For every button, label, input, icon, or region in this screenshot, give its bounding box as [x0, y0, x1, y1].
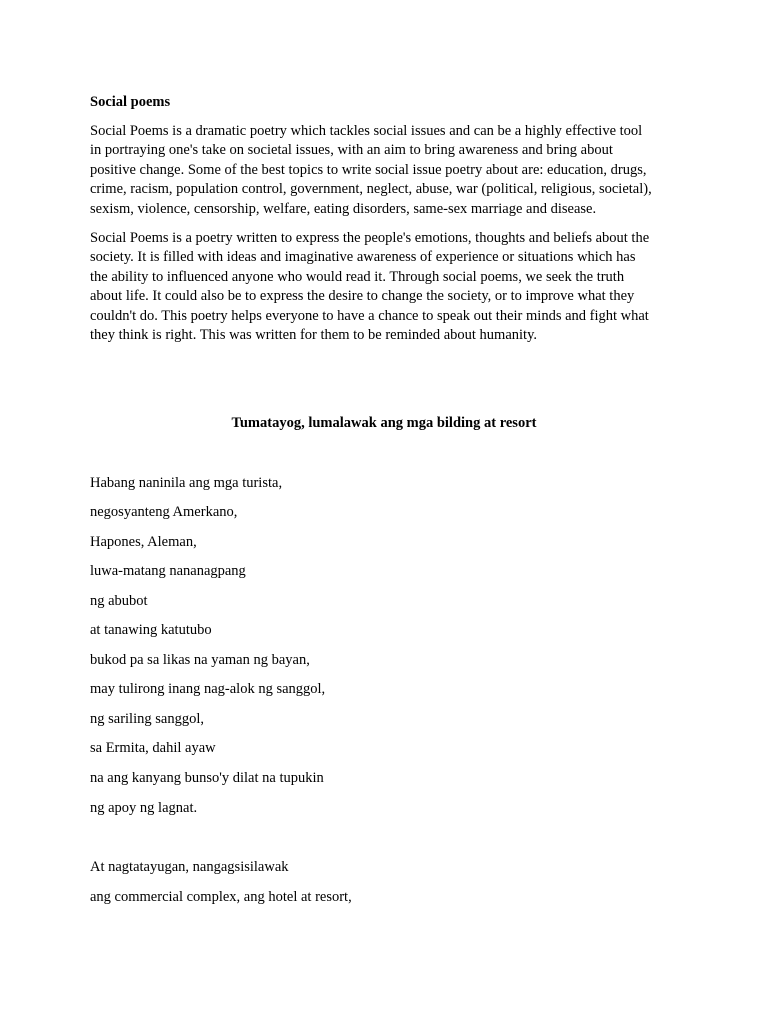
poem-line: may tulirong inang nag-alok ng sanggol, [90, 681, 326, 697]
paragraph-line: they think is right. This was written for them to be reminded about humanity. [90, 327, 538, 344]
paragraph-line: Social Poems is a poetry written to express the people's emotions, thoughts and beliefs about the [90, 230, 650, 246]
paragraph-line: about life. It could also be to express the desire to change the society, or to improve what they [90, 288, 635, 305]
poem-line: at tanawing katutubo [90, 622, 212, 638]
poem-line: ng apoy ng lagnat. [90, 800, 198, 816]
poem-line: ang commercial complex, ang hotel at resort, [90, 889, 352, 905]
paragraph-line: the ability to influenced anyone who would read it. Through social poems, we seek the truth [90, 268, 625, 285]
poem-line: ng abubot [90, 593, 148, 609]
poem-line: At nagtatayugan, nangagsisilawak [90, 859, 289, 875]
poem-line: negosyanteng Amerkano, [90, 504, 238, 520]
second-paragraph [90, 229, 649, 345]
poem-line: ng sariling sanggol, [90, 711, 204, 727]
poem-line: luwa-matang nananagpang [90, 563, 246, 579]
intro-paragraph [90, 122, 652, 219]
paragraph-line: crime, racism, population control, government, neglect, abuse, war (political, religious, societal), [90, 181, 652, 198]
paragraph-line: couldn't do. This poetry helps everyone to have a chance to speak out their minds and fight what [90, 307, 649, 324]
poem-line: bukod pa sa likas na yaman ng bayan, [90, 652, 310, 668]
poem-line: na ang kanyang bunso'y dilat na tupukin [90, 770, 324, 786]
paragraph-line: Social Poems is a dramatic poetry which tackles social issues and can be a highly effective tool [90, 123, 643, 139]
poem-line: Habang naninila ang mga turista, [90, 475, 283, 491]
poem-line: Hapones, Aleman, [90, 534, 197, 550]
paragraph-line: in portraying one's take on societal issues, with an aim to bring awareness and bring about [90, 142, 613, 159]
poem-line: sa Ermita, dahil ayaw [90, 740, 216, 756]
paragraph-line: positive change. Some of the best topics to write social issue poetry about are: education, drugs, [90, 161, 647, 178]
paragraph-line: society. It is filled with ideas and imaginative awareness of experience or situations which has [90, 249, 636, 266]
poem-title: Tumatayog, lumalawak ang mga bilding at resort [231, 415, 537, 431]
document-heading: Social poems [90, 94, 171, 110]
paragraph-line: sexism, violence, censorship, welfare, eating disorders, same-sex marriage and disease. [90, 200, 597, 217]
